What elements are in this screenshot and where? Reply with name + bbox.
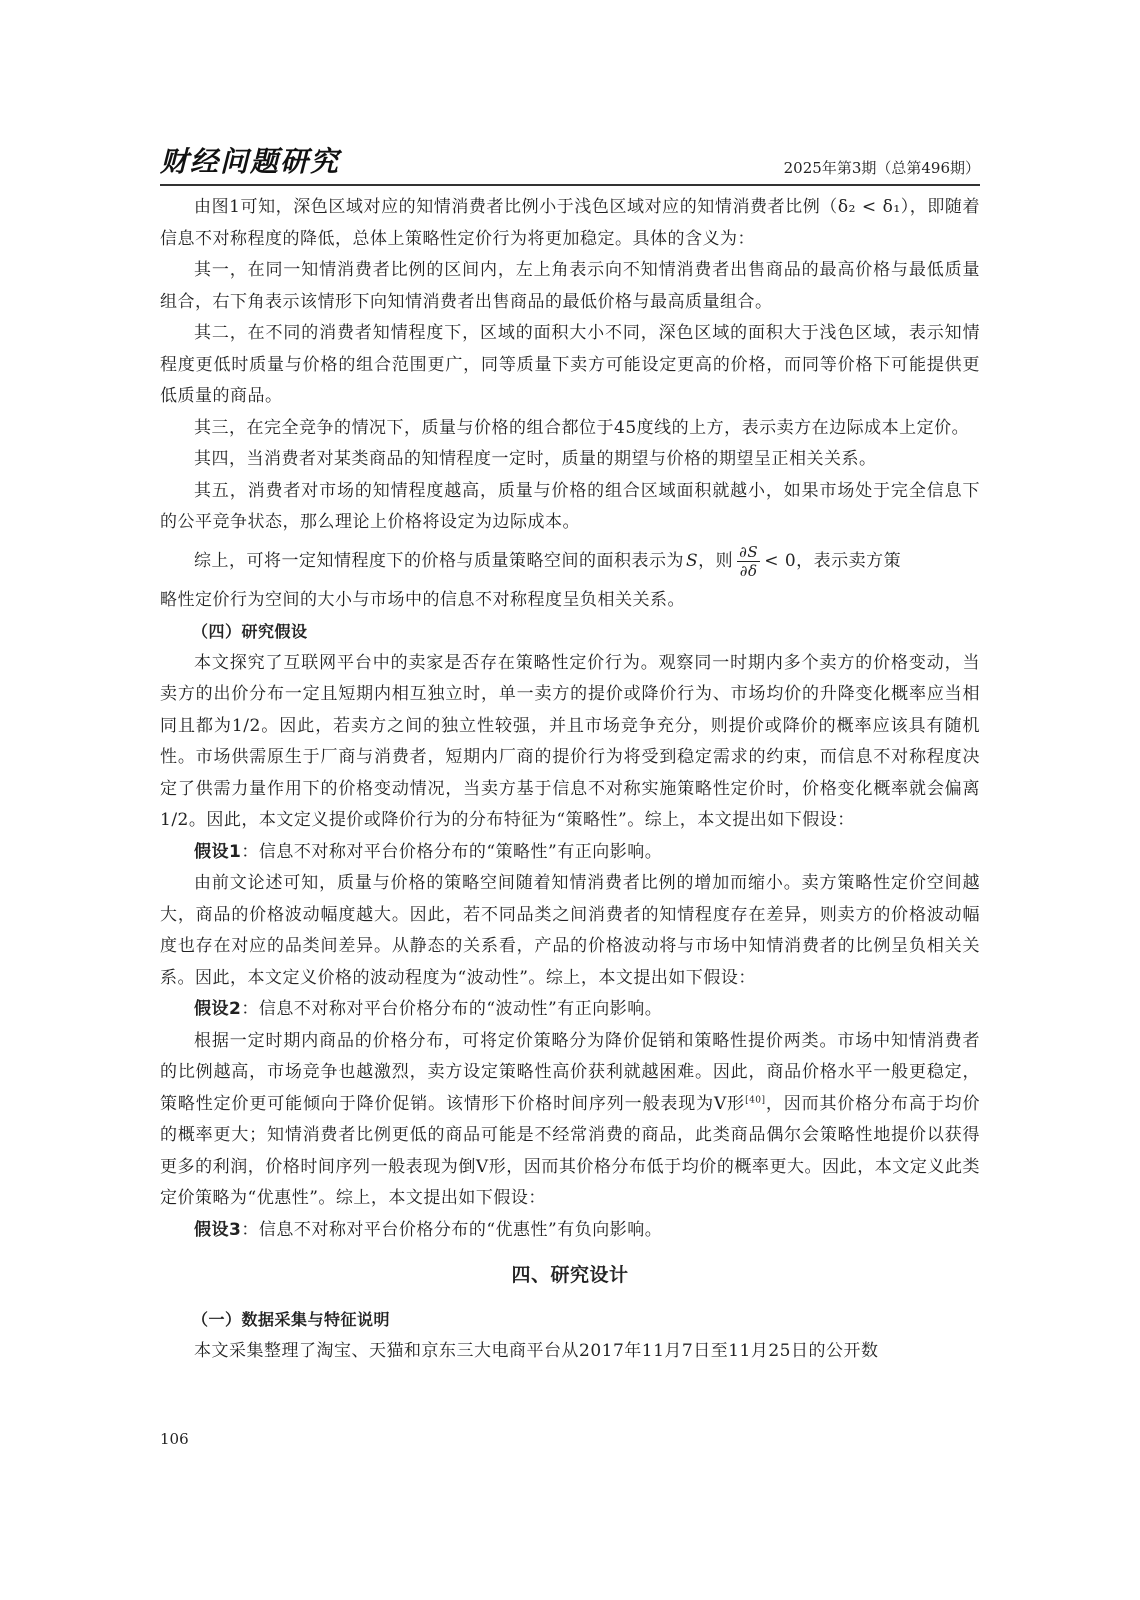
hypothesis: [160, 837, 980, 869]
body-text: [160, 192, 980, 1367]
paragraph: 其一，在同一知情消费者比例的区间内，左上角表示向不知情消费者出售商品的最高价格与最低质量组合，右下角表示该情形下向知情消费者出售商品的最低价格与最高质量组合。: [160, 260, 980, 312]
equation-line: [160, 539, 980, 585]
page-number: 106: [160, 1430, 189, 1448]
fraction-denominator: ∂δ: [739, 562, 758, 580]
paragraph: [160, 1026, 980, 1215]
equation-text-mid: ，则: [698, 550, 734, 571]
hypothesis-text: ：信息不对称对平台价格分布的“策略性”有正向影响。: [241, 841, 663, 862]
hypothesis: [160, 994, 980, 1026]
section-heading: 四、研究设计: [511, 1264, 629, 1286]
hypothesis: [160, 1215, 980, 1247]
subsection-heading: （四）研究假设: [192, 622, 308, 641]
hypothesis-text: ：信息不对称对平台价格分布的“优惠性”有负向影响。: [241, 1219, 663, 1240]
journal-title: 财经问题研究: [160, 145, 341, 178]
paragraph: 略性定价行为空间的大小与市场中的信息不对称程度呈负相关关系。: [160, 589, 685, 610]
fraction-numerator: ∂S: [739, 543, 759, 561]
equation-text-before: 综上，可将一定知情程度下的价格与质量策略空间的面积表示为: [194, 550, 684, 571]
paragraph: 由前文论述可知，质量与价格的策略空间随着知情消费者比例的增加而缩小。卖方策略性定价空间越大，商品的价格波动幅度越大。因此，若不同品类之间消费者的知情程度存在差异，则卖方的价格波动幅度也存在对应的品类间差异。从静态的关系看，产品的价格波动将与市场中知情消费者的比例呈负相关关系。因此，本文定义价格的波动程度为“波动性”。综上，本文提出如下假设：: [160, 873, 980, 988]
paragraph: 本文采集整理了淘宝、天猫和京东三大电商平台从2017年11月7日至11月25日的公开数: [194, 1340, 879, 1361]
hypothesis-text: ：信息不对称对平台价格分布的“波动性”有正向影响。: [241, 999, 663, 1019]
issue-info: 2025年第3期（总第496期）: [783, 159, 980, 177]
paragraph: 由图1可知，深色区域对应的知情消费者比例小于浅色区域对应的知情消费者比例（δ₂ < δ₁），即随着信息不对称程度的降低，总体上策略性定价行为将更加稳定。具体的含义为：: [160, 197, 980, 249]
partial-derivative-fraction: [737, 543, 760, 580]
paragraph: 本文探究了互联网平台中的卖家是否存在策略性定价行为。观察同一时期内多个卖方的价格变动，当卖方的出价分布一定且短期内相互独立时，单一卖方的提价或降价行为、市场均价的升降变化概率应当相同且都为1/2。因此，若卖方之间的独立性较强，并且市场竞争充分，则提价或降价的概率应该具有随机性。市场供需原生于厂商与消费者，短期内厂商的提价行为将受到稳定需求的约束，而信息不对称程度决定了供需力量作用下的价格变动情况，当卖方基于信息不对称实施策略性定价时，价格变化概率就会偏离1/2。因此，本文定义提价或降价行为的分布特征为“策略性”。综上，本文提出如下假设：: [160, 652, 980, 830]
equation-variable: S: [686, 550, 699, 571]
paragraph: 其四，当消费者对某类商品的知情程度一定时，质量的期望与价格的期望呈正相关关系。: [194, 449, 877, 469]
paragraph-part: ，因而其价格分布高于均价的概率更大；知情消费者比例更低的商品可能是不经常消费的商品，此类商品偶尔会策略性地提价以获得更多的利润，价格时间序列一般表现为倒V形，因而其价格分布低于均价的概率更大。因此，本文定义此类定价策略为“优惠性”。综上，本文提出如下假设：: [160, 1093, 981, 1208]
paragraph: 其二，在不同的消费者知情程度下，区域的面积大小不同，深色区域的面积大于浅色区域，表示知情程度更低时质量与价格的组合范围更广，同等质量下卖方可能设定更高的价格，而同等价格下可能提供更低质量的商品。: [160, 323, 980, 406]
equation-text-after: < 0，表示卖方策: [764, 550, 902, 571]
citation-ref: [40]: [745, 1094, 766, 1105]
paragraph-part: 根据一定时期内商品的价格分布，可将定价策略分为降价促销和策略性提价两类。市场中知情消费者的比例越高，市场竞争也越激烈，卖方设定策略性高价获利就越困难。因此，商品价格水平一般更稳定，策略性定价更可能倾向于降价促销。该情形下价格时间序列一般表现为V形: [160, 1030, 980, 1114]
hypothesis-label: 假设2: [194, 999, 242, 1019]
paragraph: 其三，在完全竞争的情况下，质量与价格的组合都位于45度线的上方，表示卖方在边际成本上定价。: [194, 417, 970, 438]
paragraph: 其五，消费者对市场的知情程度越高，质量与价格的组合区域面积就越小，如果市场处于完全信息下的公平竞争状态，那么理论上价格将设定为边际成本。: [160, 480, 980, 532]
page-header: [160, 140, 980, 186]
hypothesis-label: 假设1: [194, 841, 242, 862]
hypothesis-label: 假设3: [194, 1219, 242, 1240]
subsection-heading: （一）数据采集与特征说明: [192, 1310, 391, 1329]
